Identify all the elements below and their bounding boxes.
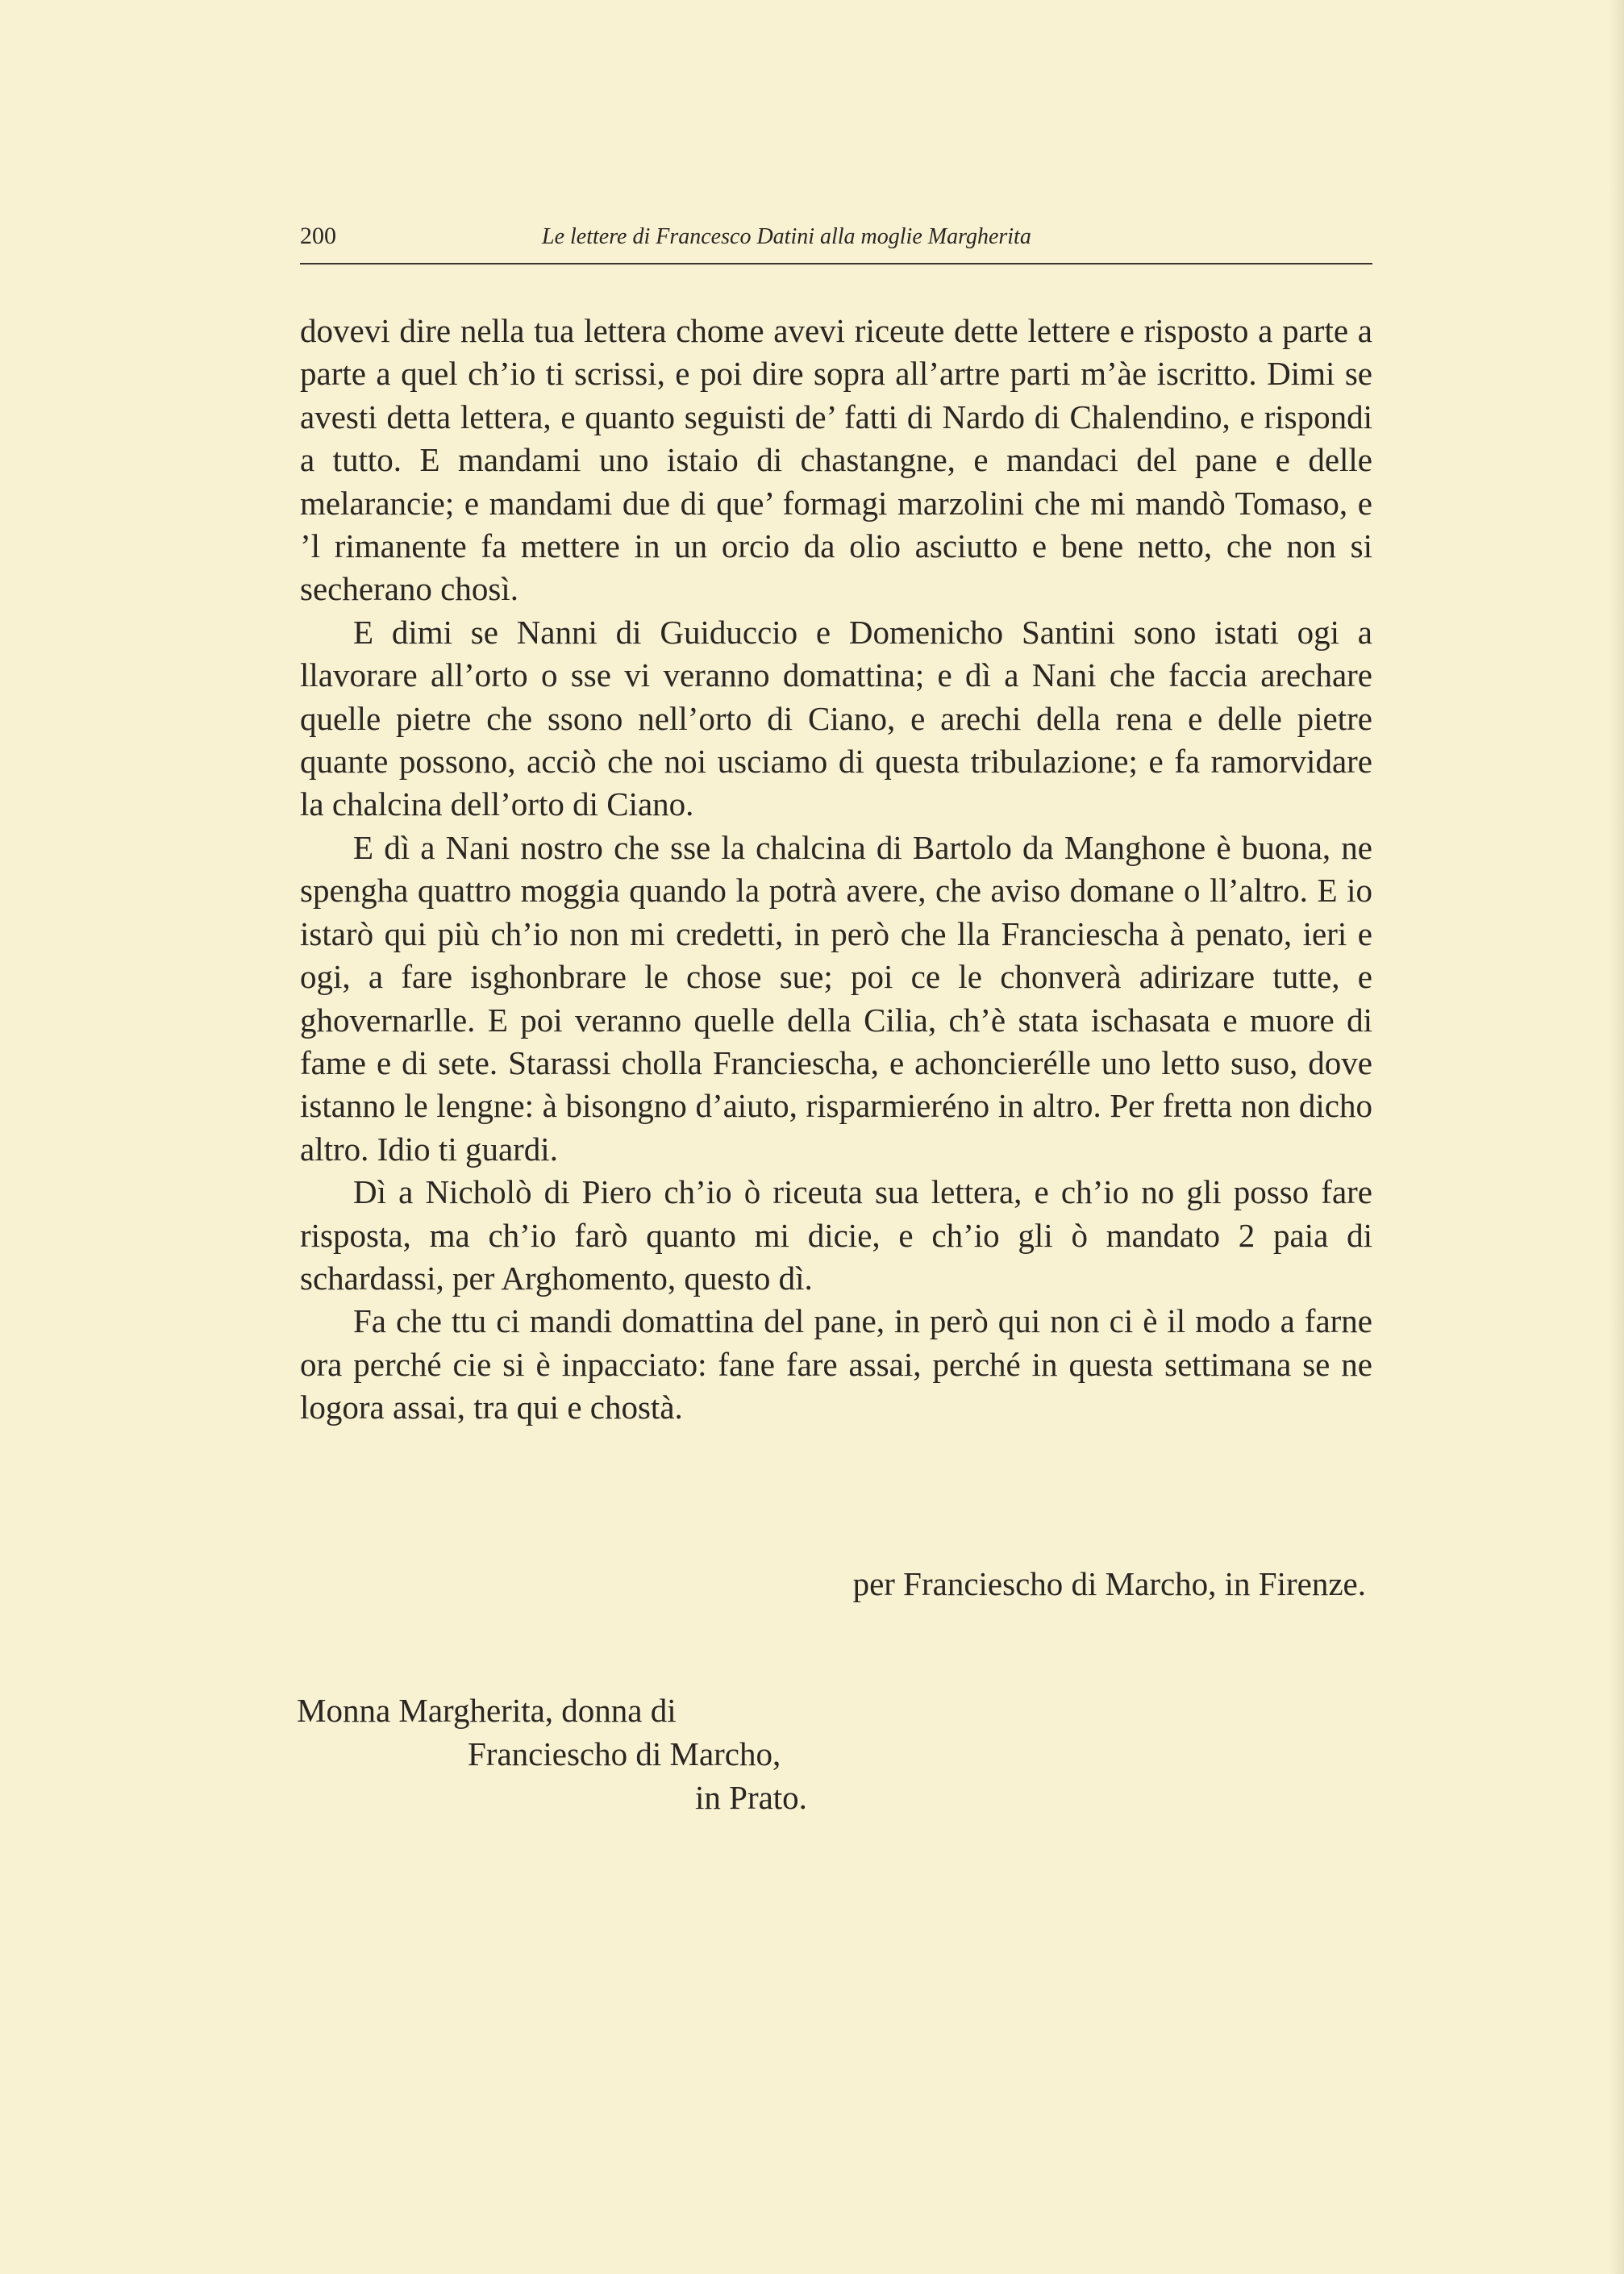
paragraph-2: E dimi se Nanni di Guiduccio e Domenicho Santini sono istati ogi a llavorare all’orto o sse vi veranno domattina; e dì a Nani che faccia arechare quelle pietre che ssono nell’orto di Ciano, e arechi della rena e delle pietre quante possono, acciò che noi usciamo di questa tribulazione; e fa ramorvidare la chalcina dell’orto di Ciano. — [300, 613, 1372, 823]
letter-body — [300, 310, 1372, 1430]
paragraph-4: Dì a Nicholò di Piero ch’io ò riceuta sua lettera, e ch’io no gli posso fare risposta, ma ch’io farò quanto mi dicie, e ch’io gli ò mandato 2 paia di schardassi, per Arghomento, questo dì. — [300, 1173, 1372, 1297]
page-number: 200 — [300, 223, 336, 249]
page-edge-shadow — [1609, 0, 1624, 2274]
letter-signoff: per Franciescho di Marcho, in Firenze. — [852, 1565, 1366, 1602]
address-line-3: in Prato. — [695, 1779, 807, 1816]
address-line-1: Monna Margherita, donna di — [297, 1692, 677, 1729]
paragraph-3: E dì a Nani nostro che sse la chalcina di Bartolo da Manghone è buona, ne spengha quattro moggia quando la potrà avere, che aviso domane o ll’altro. E io istarò qui più ch’io non mi credetti, in però che lla Franciescha à penato, ieri e ogi, a fare isghonbrare le chose sue; poi ce le chonverà adirizare tutte, e ghovernarlle. E poi veranno quelle della Cilia, ch’è stata ischasata e muore di fame e di sete. Starassi cholla Franciescha, e achoncierélle uno letto suso, dove istanno le lengne: à bisongno d’aiuto, risparmieréno in altro. Per fretta non dicho altro. Idio ti guardi. — [300, 828, 1372, 1168]
address-line-2: Franciescho di Marcho, — [468, 1735, 781, 1772]
paragraph-5: Fa che ttu ci mandi domattina del pane, in però qui non ci è il modo a farne ora perché cie si è inpacciato: fane fare assai, perché in questa settimana se ne logora assai, tra qui e chostà. — [300, 1302, 1372, 1426]
running-header — [300, 219, 1372, 264]
paragraph-1: dovevi dire nella tua lettera chome avevi riceute dette lettere e risposto a parte a parte a quel ch’io ti scrissi, e poi dire sopra all’artre parti m’àe iscritto. Dimi se avesti detta lettera, e quanto seguisti de’ fatti di Nardo di Chalendino, e rispondi a tutto. E mandami uno istaio di chastangne, e mandaci del pane e delle melarancie; e mandami due di que’ formagi marzolini che mi mandò Tomaso, e ’l rimanente fa mettere in un orcio da olio asciutto e bene netto, che non si secherano chosì. — [300, 312, 1372, 608]
letter-address — [297, 1689, 807, 1819]
running-title: Le lettere di Francesco Datini alla moglie Margherita — [542, 224, 1031, 249]
